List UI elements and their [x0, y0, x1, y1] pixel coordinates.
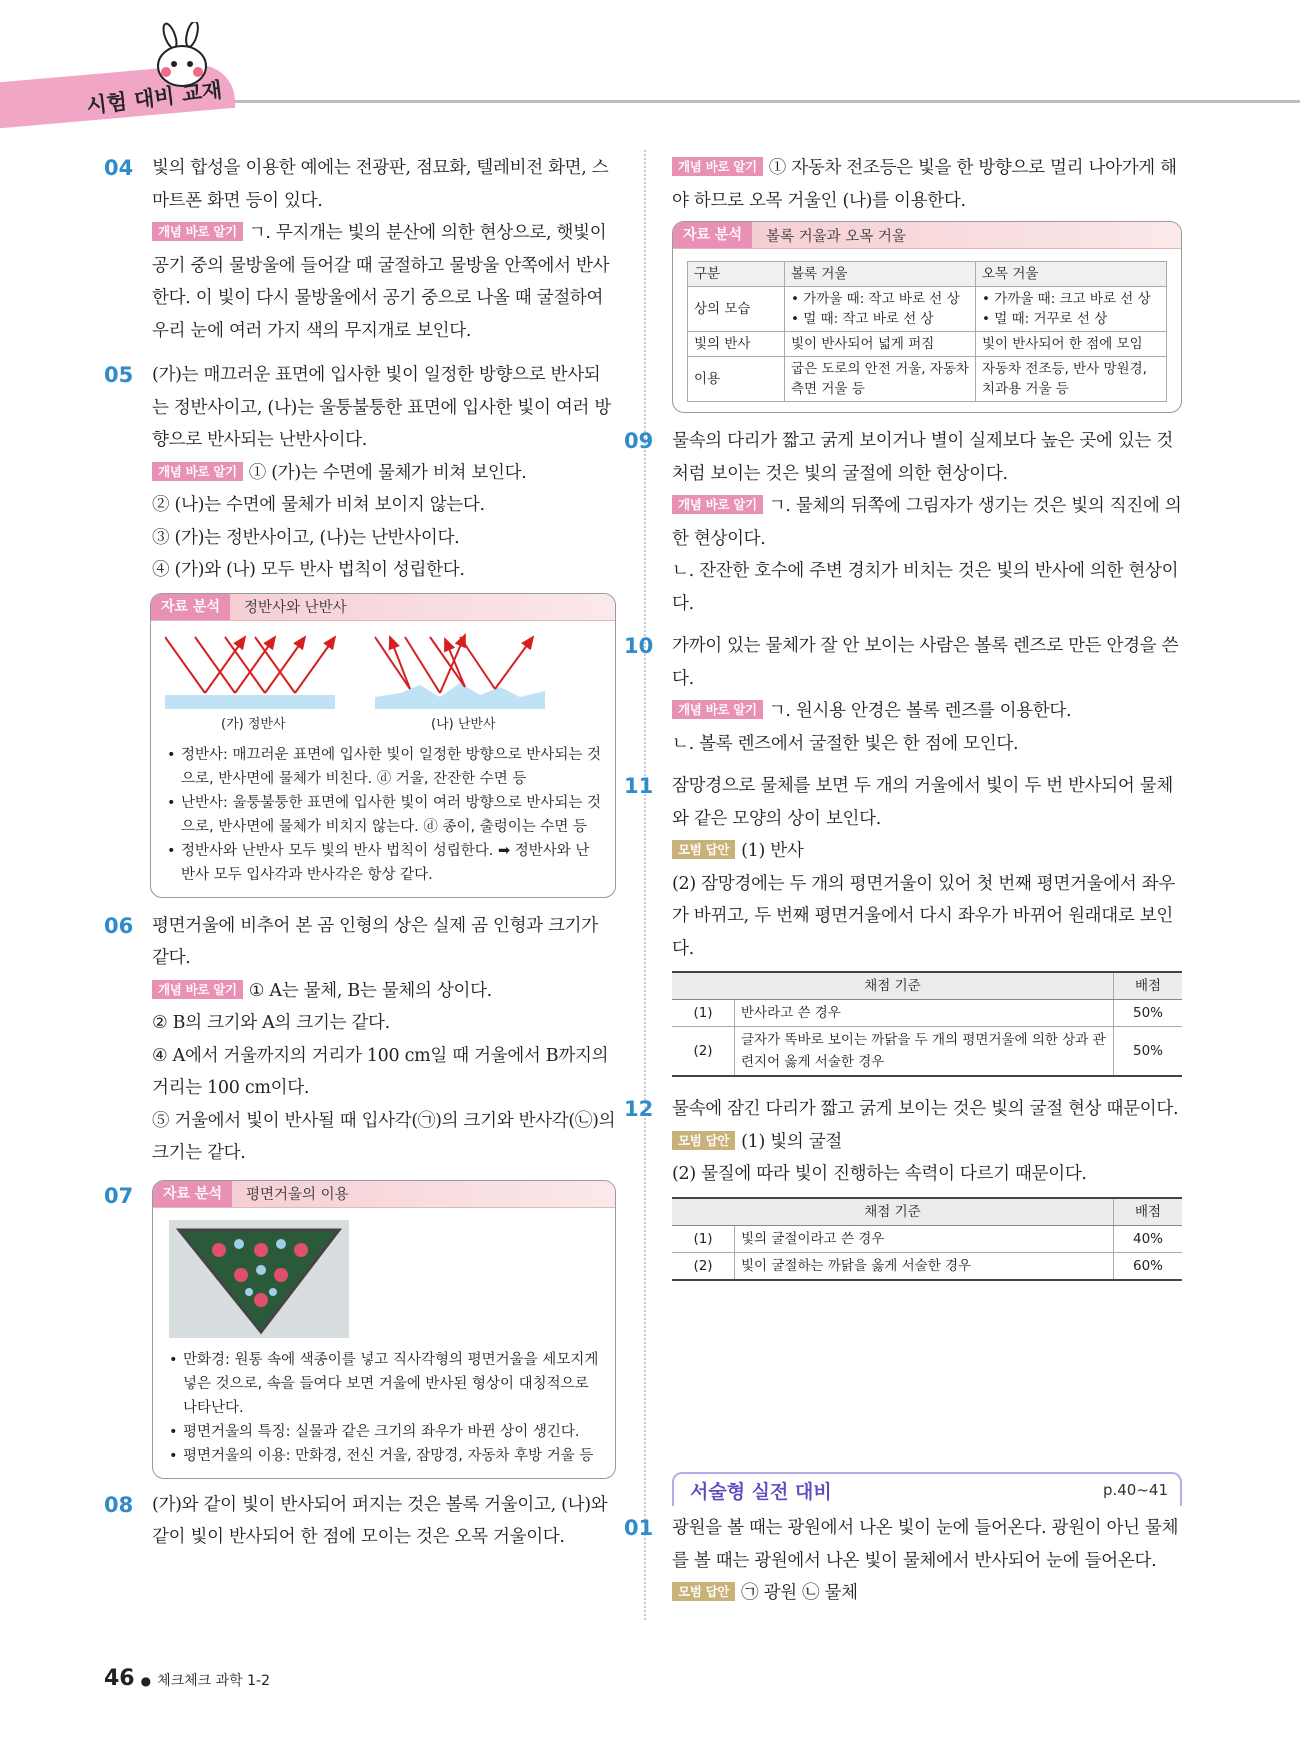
- concept-tag: 개념 바로 알기: [152, 980, 243, 999]
- question-number: 01: [624, 1516, 654, 1540]
- answer-text: 평면거울에 비추어 본 곰 인형의 상은 실제 곰 인형과 크기가 같다.: [152, 915, 598, 968]
- table-cell: 글자가 똑바로 보이는 까닭을 두 개의 평면거울에 의한 상과 관련지어 옳게 서술한 경우: [735, 1027, 1114, 1077]
- note-text: ㄱ. 무지개는 빛의 분산에 의한 현상으로, 햇빛이 공기 중의 물방울에 들어갈 때 굴절하고 물방울 안쪽에서 반사한다. 이 빛이 다시 물방울에서 공기 중으로 나올 때 굴절하여 우리 눈에 여러 가지 색의 무지개로 보인다.: [152, 223, 610, 341]
- answer-text: 광원을 볼 때는 광원에서 나온 빛이 눈에 들어온다. 광원이 아닌 물체를 볼 때는 광원에서 나온 빛이 물체에서 반사되어 눈에 들어온다.: [672, 1518, 1179, 1571]
- box-tag: 자료 분석: [151, 594, 230, 620]
- table-cell: 50%: [1114, 1000, 1183, 1027]
- question-number: 06: [104, 913, 134, 938]
- box-bullets: [151, 739, 615, 897]
- box-header: [673, 222, 1181, 249]
- question-number: 12: [624, 1097, 654, 1121]
- analysis-box-reflection: [150, 593, 616, 898]
- question-number: 04: [104, 156, 134, 180]
- table-row: [672, 1000, 1182, 1027]
- concept-note-2: ㄴ. 잔잔한 호수에 주변 경치가 비치는 것은 빛의 반사에 의한 현상이다.: [672, 561, 1179, 614]
- concept-line: ④ (가)와 (나) 모두 반사 법칙이 성립한다.: [152, 560, 465, 580]
- answer-text: 빛의 합성을 이용한 예에는 전광판, 점묘화, 텔레비전 화면, 스마트폰 화면 등이 있다.: [152, 158, 609, 211]
- model-answer-1: [672, 1126, 1182, 1159]
- answer-part: (1) 빛의 굴절: [741, 1131, 842, 1152]
- question-number: 10: [624, 634, 654, 658]
- reflection-figure: [151, 621, 615, 739]
- concept-tag: 개념 바로 알기: [672, 157, 763, 176]
- left-column: [104, 152, 616, 1554]
- box-bullets: [153, 1344, 615, 1478]
- question-number: 09: [624, 429, 654, 453]
- table-row: [672, 1225, 1182, 1252]
- question-04: [104, 152, 616, 347]
- box-header: [153, 1181, 615, 1208]
- concept-line: ③ (가)는 정반사이고, (나)는 난반사이다.: [152, 527, 460, 548]
- book-title: 체크체크 과학 1-2: [157, 1673, 271, 1689]
- concept-line: ② (나)는 수면에 물체가 비쳐 보이지 않는다.: [152, 495, 485, 515]
- box-title: 정반사와 난반사: [243, 600, 347, 616]
- question-05: [104, 359, 616, 587]
- model-answer-2: (2) 잠망경에는 두 개의 평면거울이 있어 첫 번째 평면거울에서 좌우가 바뀌고, 두 번째 평면거울에서 다시 좌우가 바뀌어 원래대로 보인다.: [672, 873, 1175, 959]
- table-header-cell: 볼록 거울: [785, 262, 976, 287]
- concept-line: ④ A에서 거울까지의 거리가 100 cm일 때 거울에서 B까지의 거리는 100 cm이다.: [152, 1045, 609, 1098]
- concept-note-2: ㄴ. 볼록 렌즈에서 굴절한 빛은 한 점에 모인다.: [672, 733, 1019, 754]
- scoring-table: [672, 1197, 1182, 1281]
- concept-line: ② B의 크기와 A의 크기는 같다.: [152, 1013, 390, 1033]
- table-header-cell: 구분: [688, 262, 785, 287]
- answer-text: (가)는 매끄러운 표면에 입사한 빛이 일정한 방향으로 반사되는 정반사이고, (나)는 울퉁불퉁한 표면에 입사한 빛이 여러 방향으로 반사되는 난반사이다.: [152, 365, 611, 450]
- table-row: [672, 1027, 1182, 1077]
- question-10: [624, 630, 1182, 760]
- box-title: 평면거울의 이용: [245, 1187, 349, 1203]
- table-cell: • 가까울 때: 작고 바로 선 상 • 멀 때: 작고 바로 선 상: [785, 287, 976, 332]
- answer-text: 물속에 잠긴 다리가 짧고 굵게 보이는 것은 빛의 굴절 현상 때문이다.: [672, 1099, 1179, 1119]
- bullet-item: • 난반사: 울퉁불퉁한 표면에 입사한 빛이 여러 방향으로 반사되는 것으로, 반사면에 물체가 비치지 않는다. ⓓ 종이, 출렁이는 수면 등: [165, 791, 601, 839]
- concept-line: [152, 975, 616, 1008]
- section-title: 서술형 실전 대비: [690, 1480, 832, 1503]
- analysis-box-mirror: [152, 1180, 616, 1479]
- page-number: 46: [104, 1666, 135, 1691]
- note-text: ① A는 물체, B는 물체의 상이다.: [248, 980, 492, 1001]
- answer-text: 잠망경으로 물체를 보면 두 개의 거울에서 빛이 두 번 반사되어 물체와 같은 모양의 상이 보인다.: [672, 776, 1173, 829]
- box-tag: 자료 분석: [153, 1181, 232, 1207]
- concept-note: [672, 490, 1182, 555]
- section-header: [672, 1472, 1182, 1506]
- question-12: [624, 1093, 1182, 1281]
- table-cell: 자동차 전조등, 반사 망원경, 치과용 거울 등: [976, 357, 1167, 402]
- question-06: [104, 910, 616, 1170]
- essay-question-01: [624, 1512, 1182, 1610]
- table-cell: 빛이 굴절하는 까닭을 옳게 서술한 경우: [735, 1252, 1114, 1280]
- table-row: [688, 332, 1167, 357]
- page-footer: [104, 1666, 270, 1691]
- concept-note: [152, 217, 616, 347]
- note-text: ㄱ. 원시용 안경은 볼록 렌즈를 이용한다.: [768, 701, 1072, 721]
- table-cell: 빛이 반사되어 한 점에 모임: [976, 332, 1167, 357]
- table-cell: 60%: [1114, 1252, 1183, 1280]
- figure-label-a: (가) 정반사: [221, 716, 286, 732]
- mirror-comparison-table: [687, 261, 1167, 402]
- question-09: [624, 425, 1182, 620]
- model-answer-2: (2) 물질에 따라 빛이 진행하는 속력이 다르기 때문이다.: [672, 1164, 1087, 1184]
- table-cell: 상의 모습: [688, 287, 785, 332]
- question-number: 05: [104, 363, 134, 387]
- table-cell: (2): [672, 1027, 735, 1077]
- table-header-cell: 오목 거울: [976, 262, 1167, 287]
- model-tag: 모범 답안: [672, 840, 735, 859]
- table-cell: 40%: [1114, 1225, 1183, 1252]
- table-cell: (1): [672, 1225, 735, 1252]
- question-number: 08: [104, 1492, 134, 1517]
- box-tag: 자료 분석: [673, 222, 752, 248]
- table-cell: 반사라고 쓴 경우: [735, 1000, 1114, 1027]
- concept-note-08: [672, 152, 1182, 217]
- table-header-cell: 배점: [1114, 972, 1183, 1000]
- concept-tag: 개념 바로 알기: [152, 462, 243, 481]
- table-cell: • 가까울 때: 크고 바로 선 상 • 멀 때: 거꾸로 선 상: [976, 287, 1167, 332]
- note-text: ① (가)는 수면에 물체가 비쳐 보인다.: [248, 462, 527, 483]
- note-text: ㄱ. 물체의 뒤쪽에 그림자가 생기는 것은 빛의 직진에 의한 현상이다.: [672, 496, 1182, 549]
- model-answer-1: [672, 835, 1182, 868]
- table-row: [672, 1252, 1182, 1280]
- answer-text: 가까이 있는 물체가 잘 안 보이는 사람은 볼록 렌즈로 만든 안경을 쓴다.: [672, 636, 1179, 689]
- answer-part: (1) 반사: [741, 841, 804, 861]
- scoring-table: [672, 971, 1182, 1077]
- bullet-item: • 정반사: 매끄러운 표면에 입사한 빛이 일정한 방향으로 반사되는 것으로, 반사면에 물체가 비친다. ⓓ 거울, 잔잔한 수면 등: [165, 743, 601, 791]
- table-header-row: [672, 1198, 1182, 1226]
- table-header-cell: 채점 기준: [672, 972, 1114, 1000]
- table-header-cell: 채점 기준: [672, 1198, 1114, 1226]
- model-tag: 모범 답안: [672, 1582, 735, 1601]
- model-tag: 모범 답안: [672, 1131, 735, 1150]
- footer-dot: ●: [140, 1674, 152, 1688]
- bullet-item: • 만화경: 원통 속에 색종이를 넣고 직사각형의 평면거울을 세모지게 넣은 것으로, 속을 들여다 보면 거울에 반사된 형상이 대칭적으로 나타난다.: [167, 1348, 601, 1420]
- table-row: [688, 357, 1167, 402]
- box-title: 볼록 거울과 오목 거울: [765, 228, 906, 245]
- concept-line: [152, 457, 616, 490]
- answer-text: (가)와 같이 빛이 반사되어 퍼지는 것은 볼록 거울이고, (나)와 같이 빛이 반사되어 한 점에 모이는 것은 오목 거울이다.: [152, 1494, 608, 1547]
- essay-section: [624, 1464, 1182, 1610]
- table-header-row: [672, 972, 1182, 1000]
- page-header: [0, 0, 1300, 125]
- header-rule: [215, 100, 1300, 103]
- table-header-cell: 배점: [1114, 1198, 1183, 1226]
- table-row: [688, 287, 1167, 332]
- header-title: 시험 대비 교재: [85, 77, 224, 119]
- table-cell: 50%: [1114, 1027, 1183, 1077]
- figure-label-b: (나) 난반사: [431, 716, 496, 732]
- table-cell: 빛의 반사: [688, 332, 785, 357]
- analysis-box-curved-mirror: [672, 221, 1182, 413]
- question-11: [624, 770, 1182, 1077]
- question-number: 07: [104, 1183, 134, 1208]
- question-07: [104, 1180, 616, 1479]
- question-08: [104, 1489, 616, 1554]
- concept-tag: 개념 바로 알기: [672, 700, 763, 719]
- answer-part: ㉠ 광원 ㉡ 물체: [741, 1583, 858, 1603]
- section-pages: p.40~41: [1102, 1481, 1168, 1499]
- note-text: ① 자동차 전조등은 빛을 한 방향으로 멀리 나아가게 해야 하므로 오목 거울인 (나)를 이용한다.: [672, 158, 1177, 211]
- table-cell: 빛의 굴절이라고 쓴 경우: [735, 1225, 1114, 1252]
- right-column: [624, 152, 1182, 1291]
- bullet-item: • 평면거울의 특징: 실물과 같은 크기의 좌우가 바뀐 상이 생긴다.: [167, 1420, 601, 1444]
- table-cell: 빛이 반사되어 넓게 퍼짐: [785, 332, 976, 357]
- reflection-diagram: [165, 627, 616, 719]
- model-answer: [672, 1577, 1182, 1610]
- box-header: [151, 594, 615, 621]
- table-cell: 이용: [688, 357, 785, 402]
- question-number: 11: [624, 774, 654, 798]
- concept-tag: 개념 바로 알기: [672, 495, 763, 514]
- concept-tag: 개념 바로 알기: [152, 222, 243, 241]
- table-cell: (2): [672, 1252, 735, 1280]
- table-cell: (1): [672, 1000, 735, 1027]
- concept-line: ⑤ 거울에서 빛이 반사될 때 입사각(㉠)의 크기와 반사각(㉡)의 크기는 같다.: [152, 1110, 616, 1163]
- concept-note: [672, 695, 1182, 728]
- table-header-row: [688, 262, 1167, 287]
- smooth-surface: [165, 695, 335, 709]
- bullet-item: • 평면거울의 이용: 만화경, 전신 거울, 잠망경, 자동차 후방 거울 등: [167, 1444, 601, 1468]
- kaleidoscope-image: [169, 1220, 349, 1338]
- answer-text: 물속의 다리가 짧고 굵게 보이거나 별이 실제보다 높은 곳에 있는 것처럼 보이는 것은 빛의 굴절에 의한 현상이다.: [672, 431, 1173, 484]
- rough-surface: [375, 683, 545, 709]
- table-cell: 굽은 도로의 안전 거울, 자동차 측면 거울 등: [785, 357, 976, 402]
- bullet-item: • 정반사와 난반사 모두 빛의 반사 법칙이 성립한다. ➡ 정반사와 난반사 모두 입사각과 반사각은 항상 같다.: [165, 839, 601, 887]
